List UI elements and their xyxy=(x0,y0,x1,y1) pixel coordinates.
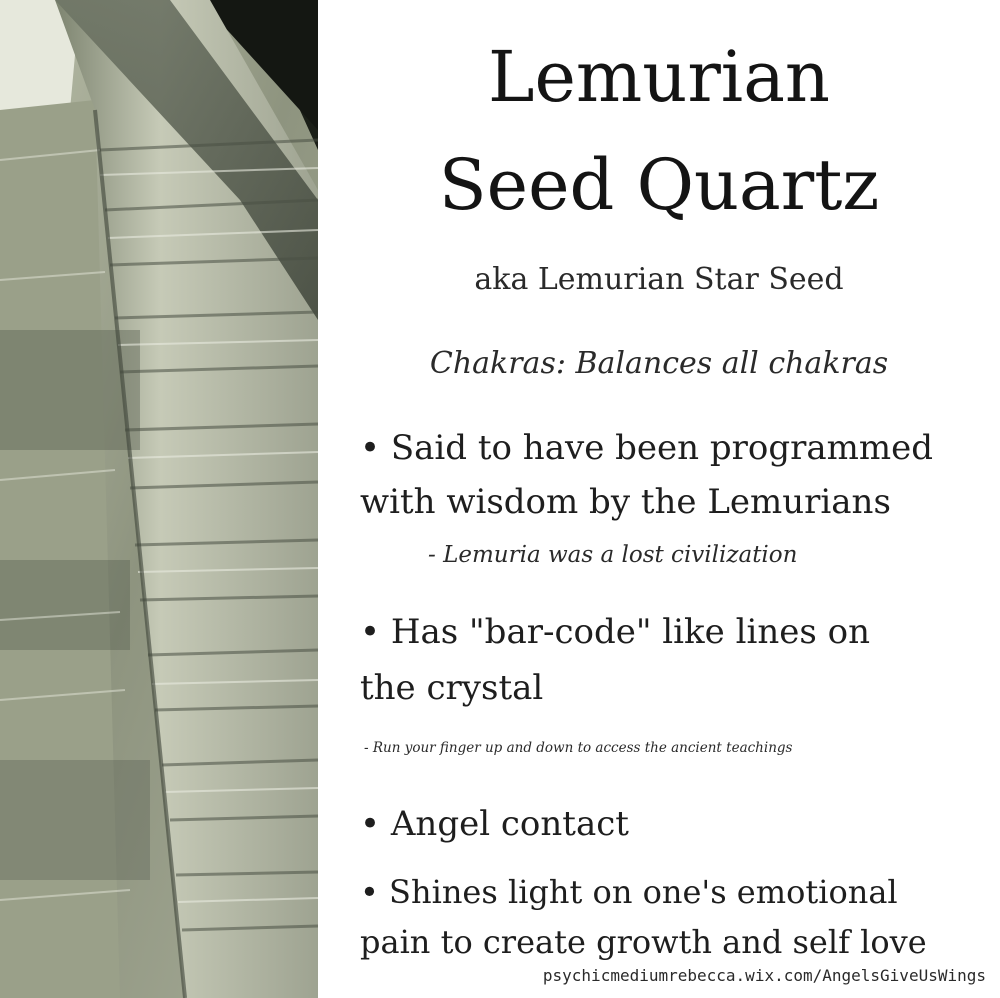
crystal-photo xyxy=(0,0,318,998)
bullet-4-line-2: pain to create growth and self love xyxy=(360,923,927,961)
chakras-line: Chakras: Balances all chakras xyxy=(429,346,889,381)
text-panel xyxy=(318,0,1000,998)
source-url: psychicmediumrebecca.wix.com/AngelsGiveUsWings xyxy=(542,966,986,985)
bullet-3-line-1: • Angel contact xyxy=(360,804,629,844)
bullet-1-line-1: • Said to have been programmed xyxy=(360,428,933,468)
title-line-1: Lemurian xyxy=(487,36,831,118)
bullet-2-line-1: • Has "bar-code" like lines on xyxy=(360,612,870,652)
title-line-2: Seed Quartz xyxy=(438,144,880,226)
bullet-2-note: - Run your finger up and down to access the ancient teachings xyxy=(364,740,793,756)
bullet-1-note: - Lemuria was a lost civilization xyxy=(428,542,798,568)
bullet-1-line-2: with wisdom by the Lemurians xyxy=(360,482,891,522)
bullet-2-line-2: the crystal xyxy=(360,668,544,708)
bullet-4-line-1: • Shines light on one's emotional xyxy=(360,873,898,911)
aka-subtitle: aka Lemurian Star Seed xyxy=(474,262,844,297)
